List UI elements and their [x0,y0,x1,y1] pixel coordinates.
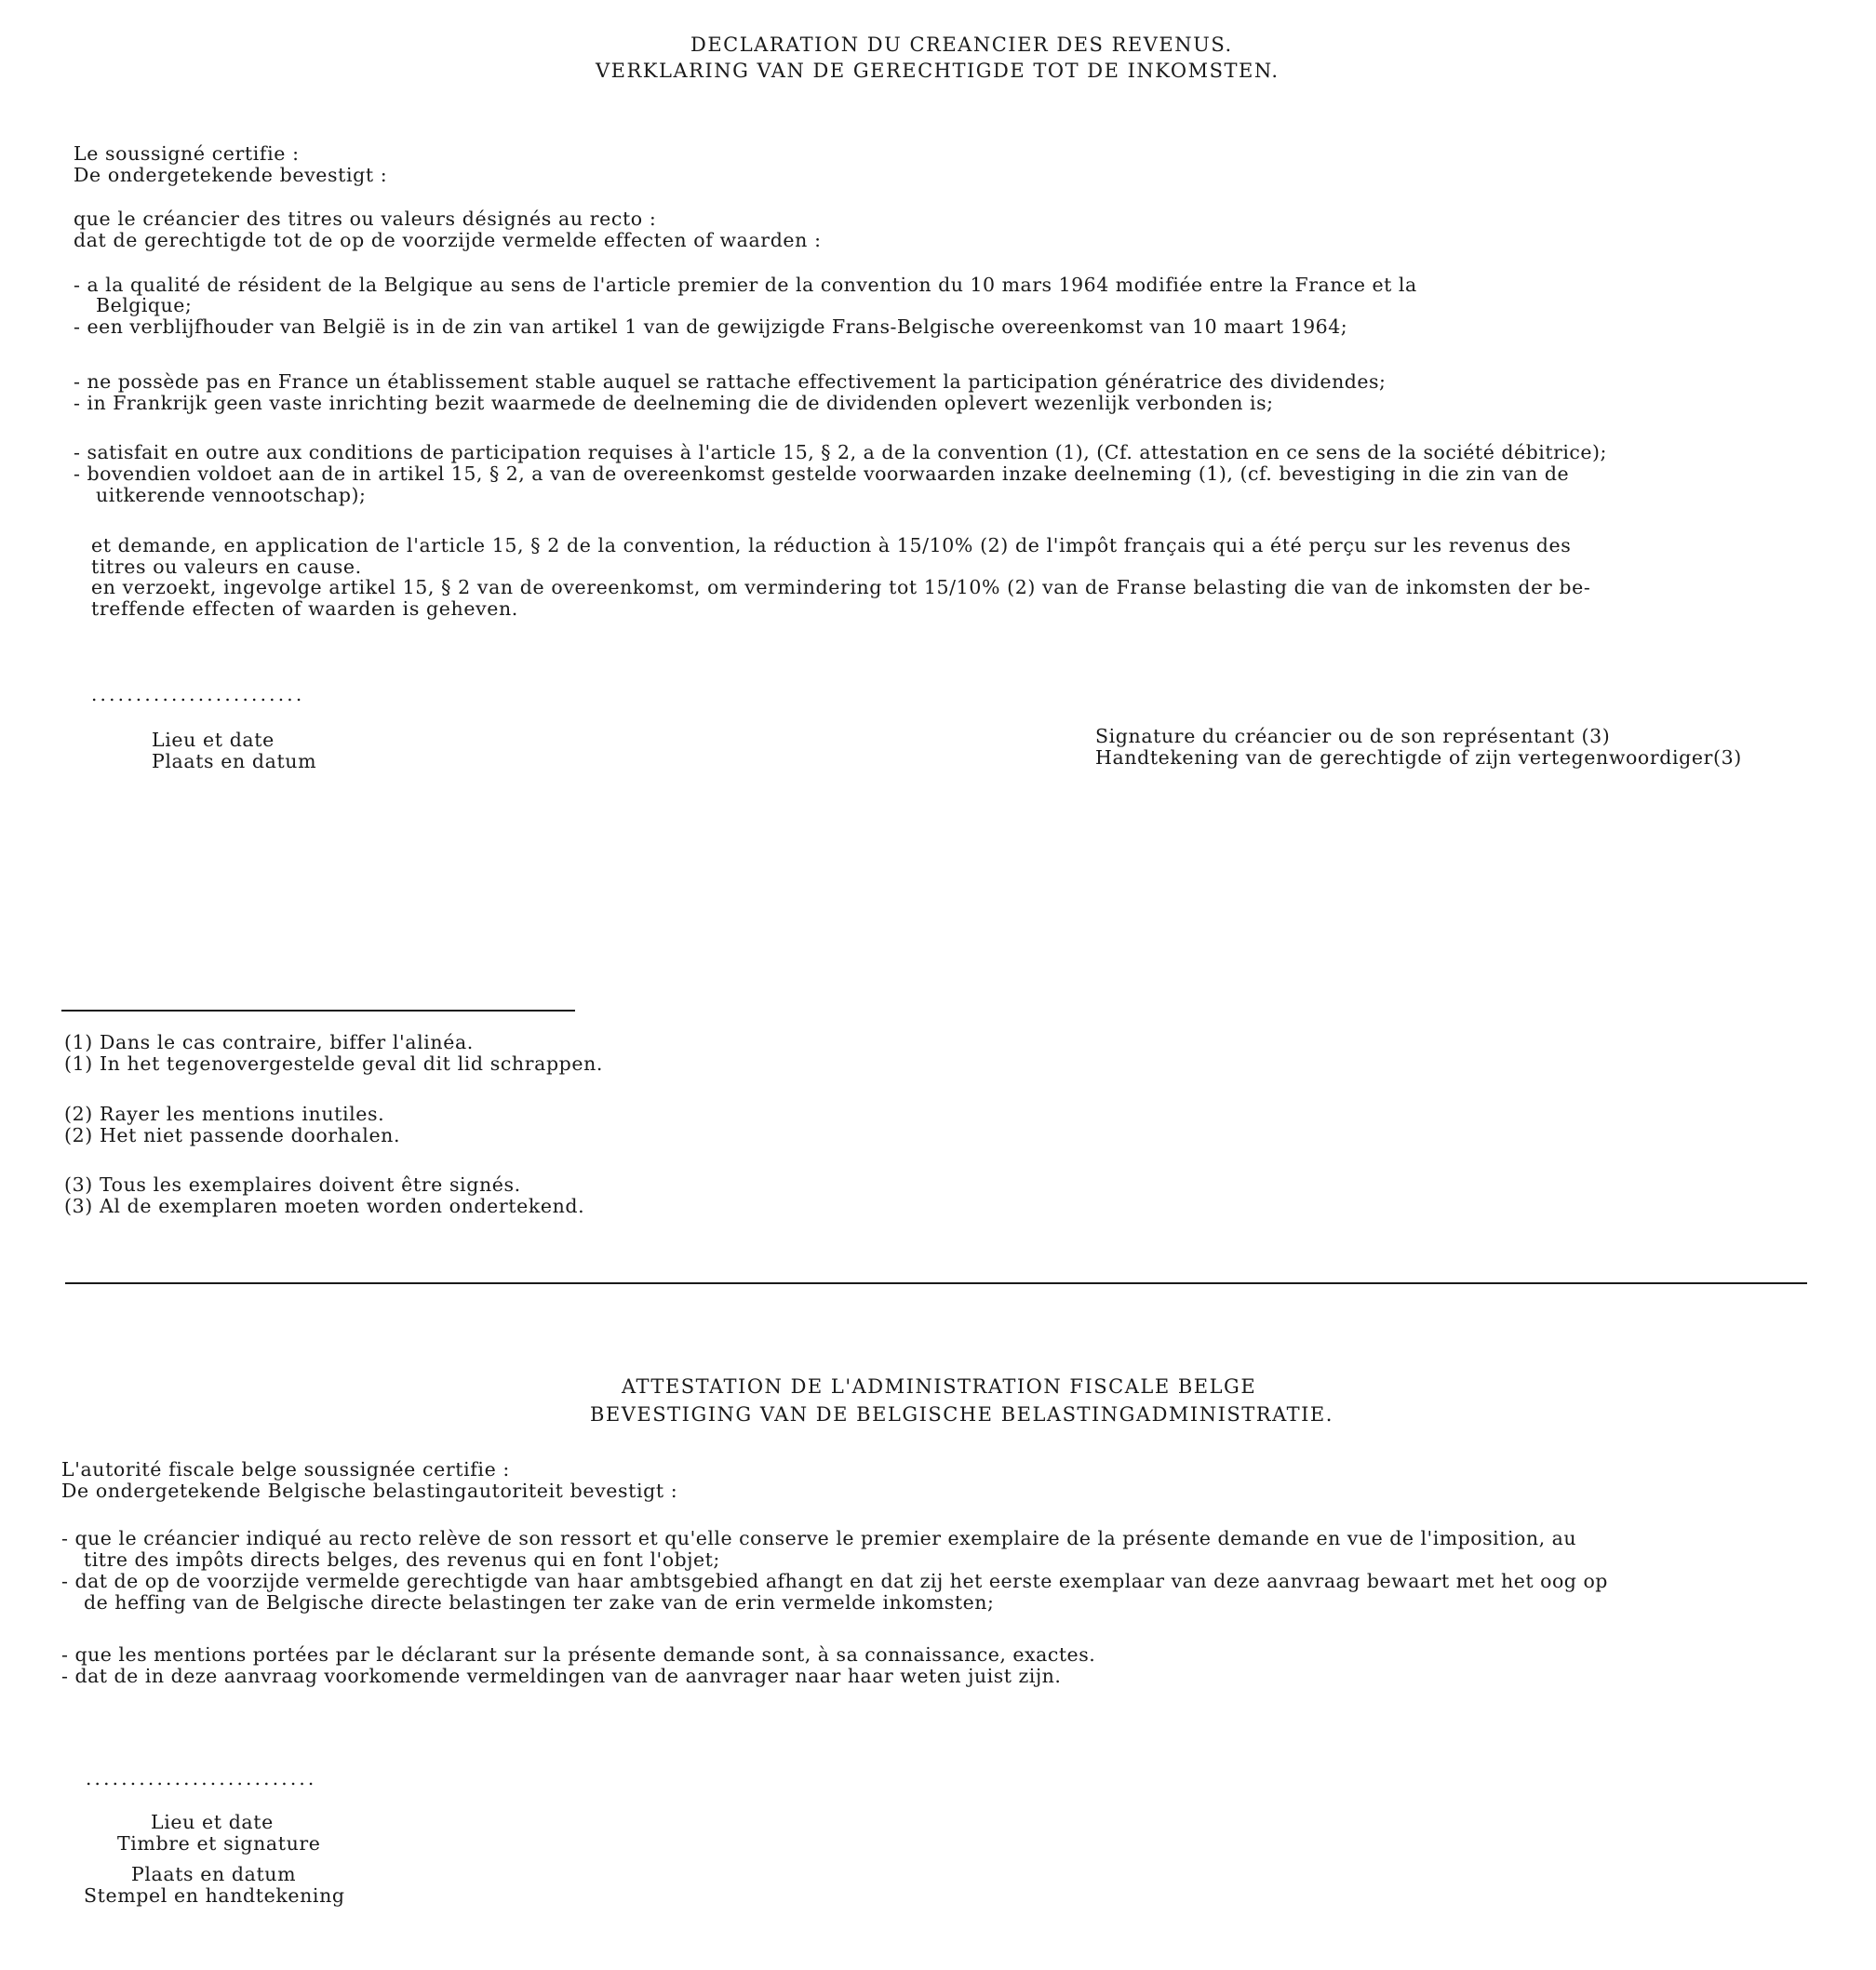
footnote-2-nl: (2) Het niet passende doorhalen. [64,1124,401,1146]
decl-item3-fr: - satisfait en outre aux conditions de participation requises à l'article 15, § 2, a de la convention (1), (Cf. attestation en ce sens de la société débitrice); [74,441,1607,463]
intro-nl: De ondergetekende bevestigt : [74,164,388,186]
footnote-2-fr: (2) Rayer les mentions inutiles. [64,1103,385,1125]
place-date-dotted-line: ........................ [91,683,305,705]
request-fr: et demande, en application de l'article 15, § 2 de la convention, la réduction à 15/10% (2) de l'impôt français qui a été perçu sur les revenus des [91,534,1572,556]
attestation-place-date-fr: Lieu et date [151,1811,274,1833]
footnote-1-nl: (1) In het tegenovergestelde geval dit lid schrappen. [64,1052,604,1075]
section-divider [65,1282,1807,1284]
attestation-intro-fr: L'autorité fiscale belge soussignée certifie : [61,1458,510,1481]
footnote-1-fr: (1) Dans le cas contraire, biffer l'alinéa. [64,1031,474,1053]
attest-item1-nl-cont: de heffing van de Belgische directe belastingen ter zake van de erin vermelde inkomsten; [84,1591,995,1614]
attestation-place-date-nl: Plaats en datum [131,1863,297,1885]
request-nl: en verzoekt, ingevolge artikel 15, § 2 van de overeenkomst, om vermindering tot 15/10% (2) van de Franse belasting die van de inkomsten der be- [91,576,1591,598]
attestation-title-nl: BEVESTIGING VAN DE BELGISCHE BELASTINGADMINISTRATIE. [590,1403,1333,1426]
que-fr: que le créancier des titres ou valeurs désignés au recto : [74,208,657,230]
attestation-dotted-line: .......................... [86,1767,317,1789]
decl-item3-nl-cont: uitkerende vennootschap); [96,484,367,506]
place-date-label-fr: Lieu et date [152,729,275,751]
decl-item3-nl: - bovendien voldoet aan de in artikel 15, § 2, a van de overeenkomst gestelde voorwaarden inzake deelneming (1), (cf. bevestiging in die zin van de [74,462,1570,485]
attest-item2-fr: - que les mentions portées par le déclarant sur la présente demande sont, à sa connaissance, exactes. [61,1643,1096,1666]
decl-item1-fr-cont: Belgique; [96,294,193,316]
decl-item1-fr: - a la qualité de résident de la Belgique au sens de l'article premier de la convention du 10 mars 1964 modifiée entre la France et la [74,274,1417,296]
signature-label-nl: Handtekening van de gerechtigde of zijn vertegenwoordiger(3) [1095,746,1742,769]
dat-nl: dat de gerechtigde tot de op de voorzijde vermelde effecten of waarden : [74,229,822,251]
footnote-separator [61,1010,575,1012]
attest-item1-nl: - dat de op de voorzijde vermelde gerechtigde van haar ambtsgebied afhangt en dat zij het eerste exemplaar van deze aanvraag bewaart met het oog op [61,1570,1608,1592]
attestation-intro-nl: De ondergetekende Belgische belastingautoriteit bevestigt : [61,1480,678,1502]
attestation-stamp-signature-nl: Stempel en handtekening [84,1884,345,1907]
decl-item2-nl: - in Frankrijk geen vaste inrichting bezit waarmede de deelneming die de dividenden oplevert wezenlijk verbonden is; [74,392,1274,414]
attestation-stamp-signature-fr: Timbre et signature [117,1832,321,1855]
attest-item1-fr-cont: titre des impôts directs belges, des revenus qui en font l'objet; [84,1548,720,1571]
signature-label-fr: Signature du créancier ou de son représentant (3) [1095,725,1611,747]
decl-item2-fr: - ne possède pas en France un établissement stable auquel se rattache effectivement la participation génératrice des dividendes; [74,370,1387,393]
footnote-3-nl: (3) Al de exemplaren moeten worden ondertekend. [64,1195,585,1217]
request-nl-cont: treffende effecten of waarden is geheven. [91,597,518,620]
attestation-title-fr: ATTESTATION DE L'ADMINISTRATION FISCALE BELGE [622,1375,1257,1398]
attest-item2-nl: - dat de in deze aanvraag voorkomende vermeldingen van de aanvrager naar haar weten juist zijn. [61,1665,1062,1687]
intro-fr: Le soussigné certifie : [74,142,300,165]
request-fr-cont: titres ou valeurs en cause. [91,556,362,578]
decl-item1-nl: - een verblijfhouder van België is in de zin van artikel 1 van de gewijzigde Frans-Belgische overeenkomst van 10 maart 1964; [74,315,1348,338]
declaration-title-fr: DECLARATION DU CREANCIER DES REVENUS. [690,34,1233,56]
attest-item1-fr: - que le créancier indiqué au recto relève de son ressort et qu'elle conserve le premier exemplaire de la présente demande en vue de l'imposition, au [61,1527,1577,1549]
footnote-3-fr: (3) Tous les exemplaires doivent être signés. [64,1173,521,1196]
place-date-label-nl: Plaats en datum [152,750,317,772]
declaration-title-nl: VERKLARING VAN DE GERECHTIGDE TOT DE INKOMSTEN. [596,60,1280,82]
